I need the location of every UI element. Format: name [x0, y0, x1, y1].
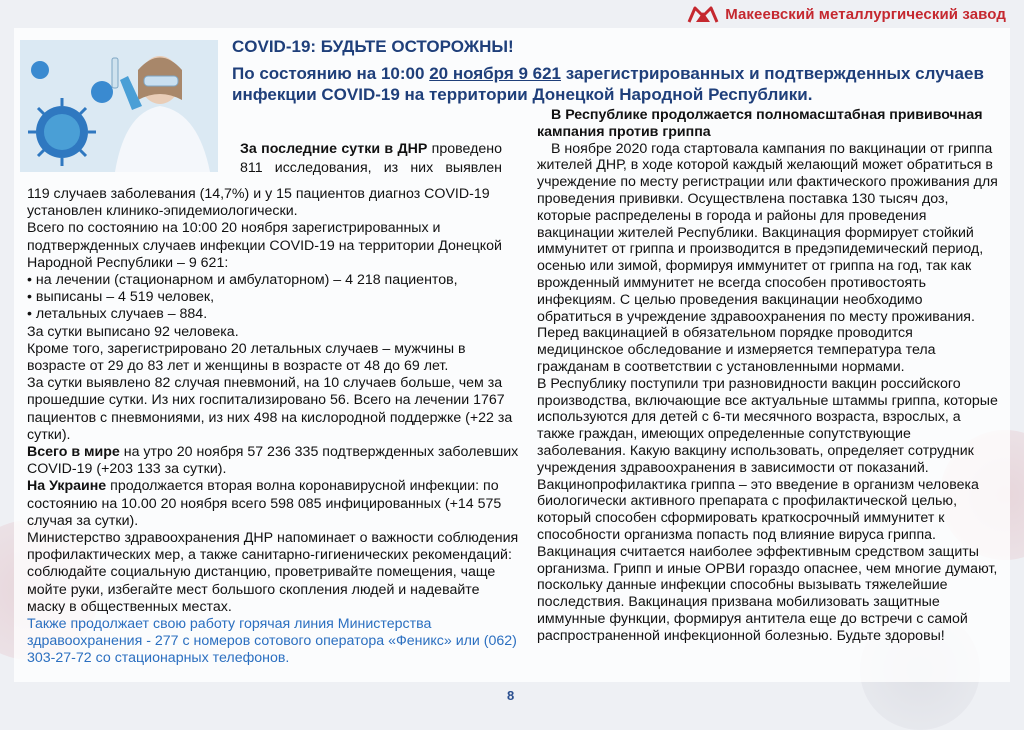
list-item: • на лечении (стационарном и амбулаторном) – 4 218 пациентов,: [27, 272, 458, 289]
intro-bold: За последние сутки в ДНР: [240, 141, 428, 157]
world-bold: Всего в мире: [27, 444, 120, 461]
headline-date-count: 20 ноября 9 621: [429, 64, 562, 83]
paragraph: В ноябре 2020 года стартовала кампания по вакцинации от гриппа жителей ДНР, в ходе которой каждый желающий может обратиться в учреждение по месту регистрации или фактического проживания для проведения прививки. Осуществлена поставка 130 тысяч доз, которые распределены в города и районы для проведения вакцинации жителей Республики. Вакцинация формирует стойкий иммунитет от гриппа и производится в предэпидемический период, осенью или зимой, формируя иммунитет от гриппа на год, так как врожденный иммунитет не всегда способен противостоять инфекциям. С целью проведения вакцинации необходимо обратиться в учреждение здравоохранения по месту проживания. Перед вакцинацией в обязательном порядке проводится медицинское обследование и измеряется температура тела гражданам в соответствии с установленными нормами.: [537, 140, 998, 375]
list-item: • выписаны – 4 519 человек,: [27, 289, 215, 306]
paragraph: В Республику поступили три разновидности вакцин российского производства, включающие все актуальные штаммы гриппа, которые используются для детей с 6-ти месячного возраста, взрослых, а также граждан, имеющих определенные сопутствующие заболевания. Какую вакцину использовать, определяет сотрудник учреждения здравоохранения в зависимости от показаний. Вакцинопрофилактика гриппа – это введение в организм человека биологически активного препарата с профилактической целью, который способен сформировать краткосрочный иммунитет к способности организма попасть под влияние вируса гриппа. Вакцинация считается наиболее эффективным средством защиты организма. Грипп и иные ОРВИ гораздо опаснее, чем многие думают, поскольку данные инфекции способны вызывать тяжелейшие последствия. Вакцинация призвана мобилизовать защитные иммунные функции, формируя антитела еще до встречи с самой распространенной инфекционной болезнью. Будьте здоровы!: [537, 375, 998, 644]
ukraine-text: продолжается вторая волна коронавирусной инфекции: по состоянию на 10.00 20 ноября всего 598 085 инфицированных (+14 575 случая за сутки).: [27, 478, 502, 529]
world-text: на утро 20 ноября 57 236 335 подтвержденных заболевших COVID-19 (+203 133 за сутки).: [27, 444, 519, 478]
intro-text: проведено 811 исследования, из них выявлен: [240, 141, 502, 176]
headline-text: По состоянию на 10:00: [232, 64, 430, 83]
lab-scientist-illustration: [20, 40, 218, 172]
company-logo: [687, 4, 1006, 24]
intro-paragraph: [240, 140, 502, 178]
list-item: • летальных случаев – 884.: [27, 306, 208, 323]
ukraine-bold: На Украине: [27, 478, 107, 495]
mmz-logo-icon: [687, 4, 719, 24]
company-name: Макеевский металлургический завод: [725, 5, 1006, 23]
section-title: В Республике продолжается полномасштабная прививочная кампания против гриппа: [537, 107, 983, 140]
page-title: COVID-19: БУДЬТЕ ОСТОРОЖНЫ!: [232, 37, 514, 56]
paragraph: За сутки выявлено 82 случая пневмоний, на 10 случаев больше, чем за прошедшие сутки. Из них госпитализировано 56. Всего на лечении 1767 пациентов с пневмониями, из них 498 на кислородной поддержке (+22 за сутки).: [27, 375, 513, 443]
headline-text: зарегистрированных и подтвержденных случаев инфекции COVID-19 на территории Донецкой Народной Республики.: [232, 64, 984, 104]
ukraine-paragraph: [27, 478, 521, 530]
paragraph: За сутки выписано 92 человека.: [27, 323, 239, 340]
hotline-paragraph: Также продолжает свою работу горячая линия Министерства здравоохранения - 277 с номеров сотового оператора «Феникс» или (062) 303-27-72 со стационарных телефонов.: [27, 616, 517, 667]
paragraph: Министерство здравоохранения ДНР напоминает о важности соблюдения профилактических мер, а также санитарно-гигиенических рекомендаций: соблюдайте социальную дистанцию, проветривайте помещения, чаще мойте руки, избегайте мест большого скопления людей и надевайте маску в общественных местах.: [27, 530, 519, 615]
left-column: [27, 186, 521, 668]
paragraph: 119 случаев заболевания (14,7%) и у 15 пациентов диагноз COVID-19 установлен клинико-эпидемиологически.: [27, 186, 490, 220]
paragraph: Кроме того, зарегистрировано 20 летальных случаев – мужчины в возрасте от 29 до 83 лет и женщины в возрасте от 48 до 69 лет.: [27, 340, 466, 375]
paragraph: Всего по состоянию на 10:00 20 ноября зарегистрированных и подтвержденных случаев инфекции COVID-19 на территории Донецкой Народной Республики – 9 621:: [27, 220, 502, 271]
world-paragraph: [27, 444, 521, 478]
headline-summary: [232, 63, 1012, 105]
lab-scientist-photo: [20, 40, 218, 172]
page-number: 8: [507, 688, 515, 703]
right-column: [537, 107, 1000, 645]
